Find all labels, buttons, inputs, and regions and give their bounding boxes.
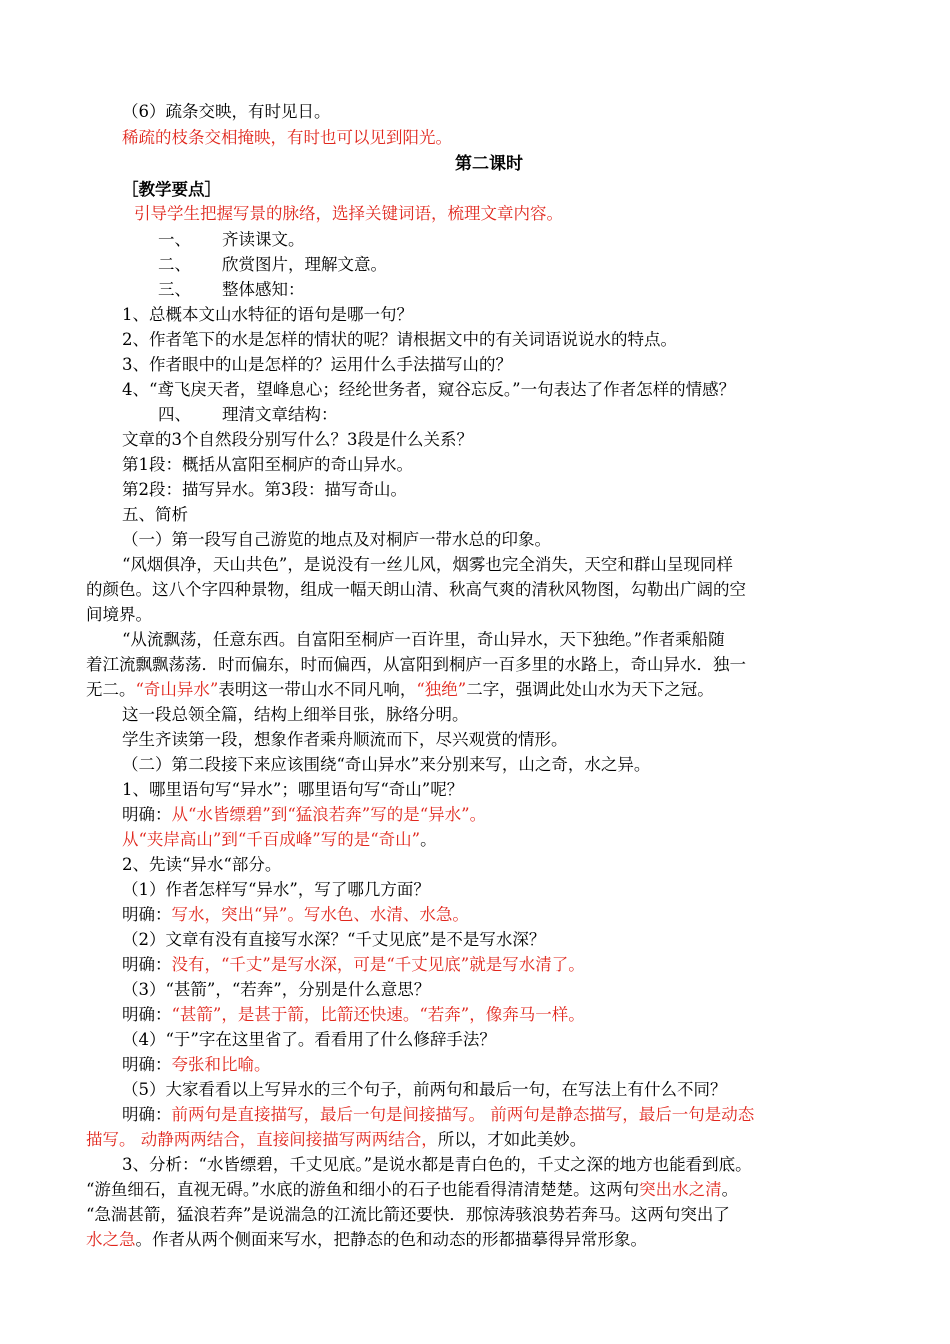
text-span: 无二。 — [86, 680, 136, 699]
step-1-number: 一、 — [158, 230, 191, 249]
item-6-text: （6）疏条交映，有时见日。 — [122, 102, 331, 121]
analysis-2-question-1: 1、哪里语句写“异水”；哪里语句写“奇山”呢？ — [122, 780, 464, 799]
highlight-clear-water: 突出水之清 — [639, 1180, 722, 1199]
analysis-3-line-1: 3、分析：“水皆缥碧，千丈见底。”是说水都是青白色的，千丈之深的地方也能看到底。 — [122, 1155, 752, 1174]
analysis-3-line-4 — [86, 1228, 647, 1252]
answer-text: 从“水皆缥碧”到“猛浪若奔”写的是“异水”。 — [171, 805, 487, 824]
text-span: 表明这一带山水不同凡响， — [218, 680, 417, 699]
highlight-qishan-yishui: “奇山异水” — [135, 680, 219, 699]
text-span: 。 — [721, 1180, 739, 1199]
analysis-3-line-2 — [86, 1178, 738, 1202]
step-2-text: 欣赏图片，理解文意。 — [222, 255, 387, 274]
step-4-text: 理清文章结构： — [222, 405, 338, 424]
item-6-translation: 稀疏的枝条交相掩映，有时也可以见到阳光。 — [122, 128, 452, 147]
analysis-1-para-b-line-1: “从流飘荡，任意东西。自富阳至桐庐一百许里，奇山异水，天下独绝。”作者乘船随 — [122, 630, 725, 649]
analysis-1-heading: （一）第一段写自己游览的地点及对桐庐一带水总的印象。 — [122, 530, 551, 549]
sub-question-1: （1）作者怎样写“异水”，写了哪几方面？ — [122, 880, 430, 899]
question-4: 4、“鸢飞戾天者，望峰息心；经纶世务者，窥谷忘反。”一句表达了作者怎样的情感？ — [122, 380, 736, 399]
highlight-dujue: “独绝” — [416, 680, 467, 699]
sub-question-2: （2）文章有没有直接写水深？“千丈见底”是不是写水深？ — [122, 930, 546, 949]
structure-question: 文章的3个自然段分别写什么？3段是什么关系？ — [122, 430, 473, 449]
answer-label: 明确： — [122, 805, 172, 824]
answer-label: 明确： — [122, 1055, 172, 1074]
sub-answer-4 — [122, 1053, 271, 1077]
teaching-points-heading: ［教学要点］ — [122, 180, 221, 199]
answer-label: 明确： — [122, 955, 172, 974]
section-title: 第二课时 — [455, 154, 523, 174]
question-3: 3、作者眼中的山是怎样的？运用什么手法描写山的？ — [122, 355, 512, 374]
structure-para-2-3: 第2段：描写异水。第3段：描写奇山。 — [122, 480, 407, 499]
analysis-1-para-b-line-2: 着江流飘飘荡荡．时而偏东，时而偏西，从富阳到桐庐一百多里的水路上，奇山异水．独一 — [86, 655, 746, 674]
analysis-1-reading: 学生齐读第一段，想象作者乘舟顺流而下，尽兴观赏的情形。 — [122, 730, 568, 749]
highlight-rapid-water: 水之急 — [86, 1230, 136, 1249]
answer-text: 写水，突出“异”。写水色、水清、水急。 — [171, 905, 469, 924]
step-3-text: 整体感知： — [222, 280, 305, 299]
answer-text: 前两句是直接描写，最后一句是间接描写。 前两句是静态描写，最后一句是动态 — [171, 1105, 755, 1124]
answer-text: 描写。 动静两两结合，直接间接描写两两结合， — [86, 1130, 438, 1149]
teaching-points-text: 引导学生把握写景的脉络，选择关键词语，梳理文章内容。 — [134, 204, 563, 223]
sub-answer-1 — [122, 903, 469, 927]
answer-1 — [122, 803, 486, 827]
step-4-number: 四、 — [158, 405, 191, 424]
text-span: 所以，才如此美妙。 — [437, 1130, 587, 1149]
answer-text: 从“夹岸高山”到“千百成峰”写的是“奇山” — [122, 830, 421, 849]
sub-answer-5-continued — [86, 1128, 586, 1152]
analysis-2-heading: （二）第二段接下来应该围绕“奇山异水”来分别来写，山之奇，水之异。 — [122, 755, 651, 774]
analysis-1-para-a-line-3: 间境界。 — [86, 605, 152, 624]
answer-label: 明确： — [122, 1005, 172, 1024]
step-5-heading: 五、简析 — [122, 505, 188, 524]
sub-question-4: （4）“于”字在这里省了。看看用了什么修辞手法？ — [122, 1030, 496, 1049]
sub-question-5: （5）大家看看以上写异水的三个句子，前两句和最后一句，在写法上有什么不同？ — [122, 1080, 727, 1099]
text-span: 。 — [420, 830, 437, 849]
analysis-1-para-a-line-2: 的颜色。这八个字四种景物，组成一幅天朗山清、秋高气爽的清秋风物图，勾勒出广阔的空 — [86, 580, 746, 599]
analysis-1-summary: 这一段总领全篇，结构上细举目张，脉络分明。 — [122, 705, 469, 724]
answer-text: 夸张和比喻。 — [171, 1055, 271, 1074]
sub-answer-5 — [122, 1103, 754, 1127]
question-1: 1、总概本文山水特征的语句是哪一句？ — [122, 305, 413, 324]
text-span: 二字，强调此处山水为天下之冠。 — [466, 680, 714, 699]
step-3-number: 三、 — [158, 280, 191, 299]
step-1-text: 齐读课文。 — [222, 230, 305, 249]
answer-1-continued — [122, 828, 437, 852]
answer-label: 明确： — [122, 905, 172, 924]
text-span: “游鱼细石，直视无碍。”水底的游鱼和细小的石子也能看得清清楚楚。这两句 — [86, 1180, 640, 1199]
answer-text: “甚箭”，是甚于箭，比箭还快速。“若奔”，像奔马一样。 — [171, 1005, 585, 1024]
structure-para-1: 第1段：概括从富阳至桐庐的奇山异水。 — [122, 455, 413, 474]
question-2: 2、作者笔下的水是怎样的情状的呢？请根据文中的有关词语说说水的特点。 — [122, 330, 677, 349]
answer-text: 没有，“千丈”是写水深，可是“千丈见底”就是写水清了。 — [171, 955, 585, 974]
sub-answer-2 — [122, 953, 585, 977]
analysis-2-question-2: 2、先读“异水“部分。 — [122, 855, 282, 874]
analysis-1-para-a-line-1: “风烟俱净，天山共色”，是说没有一丝儿风，烟雾也完全消失，天空和群山呈现同样 — [122, 555, 733, 574]
step-2-number: 二、 — [158, 255, 191, 274]
answer-label: 明确： — [122, 1105, 172, 1124]
sub-question-3: （3）“甚箭”，“若奔”，分别是什么意思？ — [122, 980, 431, 999]
analysis-1-para-b-line-3 — [86, 678, 714, 702]
sub-answer-3 — [122, 1003, 585, 1027]
text-span: 。作者从两个侧面来写水，把静态的色和动态的形都描摹得异常形象。 — [135, 1230, 647, 1249]
analysis-3-line-3: “急湍甚箭，猛浪若奔”是说湍急的江流比箭还要快．那惊涛骇浪势若奔马。这两句突出了 — [86, 1205, 730, 1224]
